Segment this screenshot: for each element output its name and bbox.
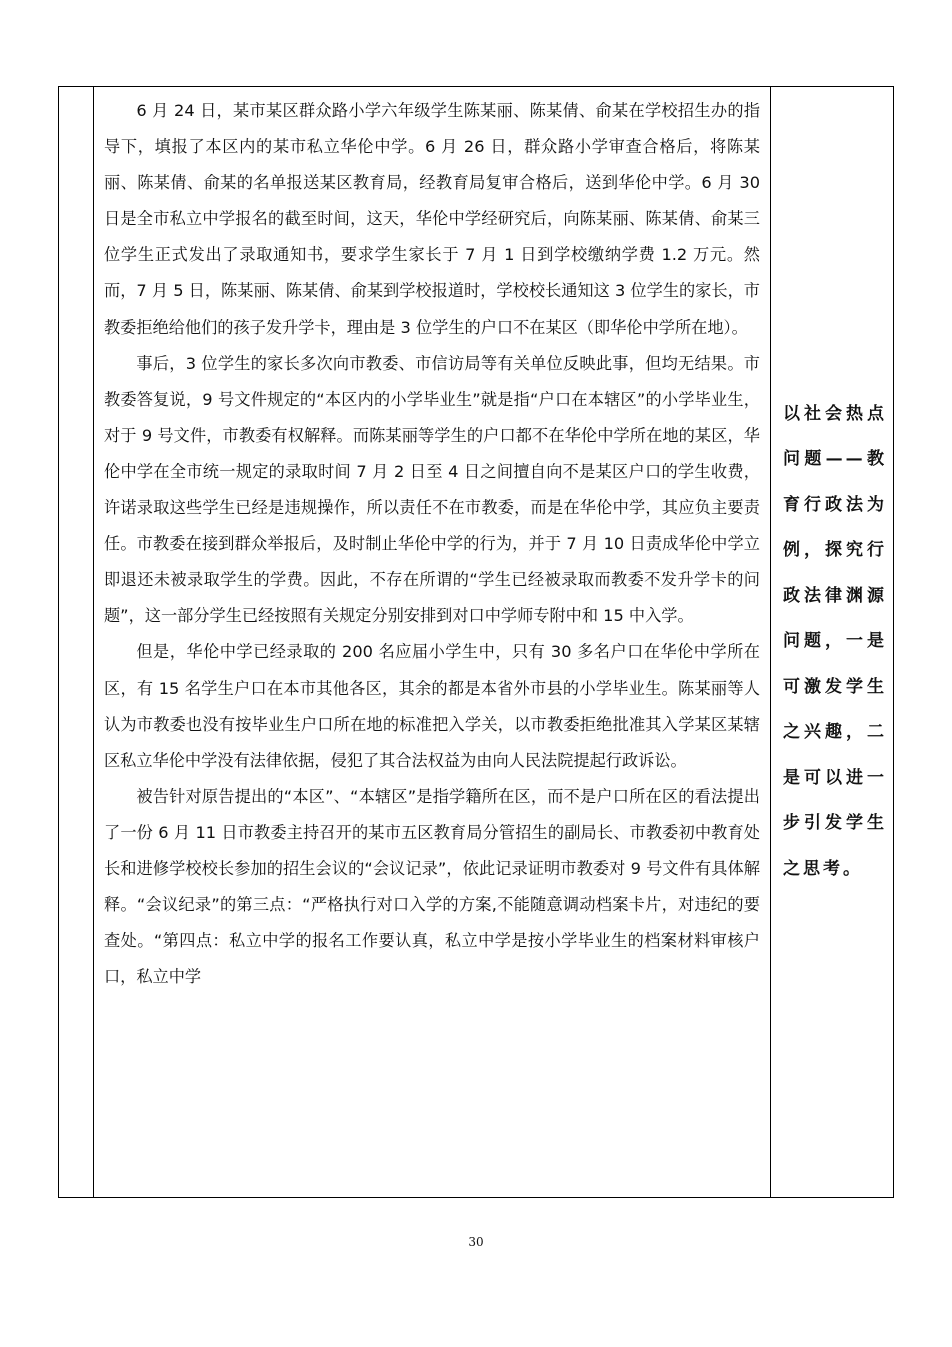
- case-text: [94, 87, 770, 995]
- table-row: [59, 87, 894, 1198]
- left-blank-column: [59, 87, 94, 1198]
- page-number: 30: [468, 1235, 484, 1249]
- document-table: [58, 86, 894, 1198]
- teaching-note: 以社会热点问题——教育行政法为例，探究行政法律渊源问题，一是可激发学生之兴趣，二是可以进一步引发学生之思考。: [783, 403, 887, 879]
- paragraph-3: 但是，华伦中学已经录取的 200 名应届小学生中，只有 30 多名户口在华伦中学所在区，有 15 名学生户口在本市其他各区，其余的都是本省外市县的小学毕业生。陈某丽等人认为市教委也没有按毕业生户口所在地的标准把入学关，以市教委拒绝批准其入学某区某辖区私立华伦中学没有法律依据，侵犯了其合法权益为由向人民法院提起行政诉讼。: [104, 642, 760, 770]
- case-text-cell: [94, 87, 771, 1198]
- paragraph-2: 事后，3 位学生的家长多次向市教委、市信访局等有关单位反映此事，但均无结果。市教委答复说，9 号文件规定的“本区内的小学毕业生”就是指“户口在本辖区”的小学毕业生，对于 9 号文件，市教委有权解释。而陈某丽等学生的户口都不在华伦中学所在地的某区，华伦中学在全市统一规定的录取时间 7 月 2 日至 4 日之间擅自向不是某区户口的学生收费，许诺录取这些学生已经是违规操作，所以责任不在市教委，而是在华伦中学，其应负主要责任。市教委在接到群众举报后，及时制止华伦中学的行为，并于 7 月 10 日责成华伦中学立即退还未被录取学生的学费。因此，不存在所谓的“学生已经被录取而教委不发升学卡的问题”，这一部分学生已经按照有关规定分别安排到对口中学师专附中和 15 中入学。: [104, 353, 760, 626]
- paragraph-4: 被告针对原告提出的“本区”、“本辖区”是指学籍所在区，而不是户口所在区的看法提出了一份 6 月 11 日市教委主持召开的某市五区教育局分管招生的副局长、市教委初中教育处长和进修学校校长参加的招生会议的“会议记录”，依此记录证明市教委对 9 号文件有具体解释。“会议纪录”的第三点：“严格执行对口入学的方案,不能随意调动档案卡片，对违纪的要查处。“第四点：私立中学的报名工作要认真，私立中学是按小学毕业生的档案材料审核户口，私立中学: [104, 786, 760, 987]
- paragraph-1: 6 月 24 日，某市某区群众路小学六年级学生陈某丽、陈某倩、俞某在学校招生办的指导下，填报了本区内的某市私立华伦中学。6 月 26 日，群众路小学审查合格后，将陈某丽、陈某倩、俞某的名单报送某区教育局，经教育局复审合格后，送到华伦中学。6 月 30 日是全市私立中学报名的截至时间，这天，华伦中学经研究后，向陈某丽、陈某倩、俞某三位学生正式发出了录取通知书，要求学生家长于 7 月 1 日到学校缴纳学费 1.2 万元。然而，7 月 5 日，陈某丽、陈某倩、俞某到学校报道时，学校校长通知这 3 位学生的家长，市教委拒绝给他们的孩子发升学卡，理由是 3 位学生的户口不在某区（即华伦中学所在地）。: [104, 101, 760, 337]
- note-cell: [771, 87, 894, 1198]
